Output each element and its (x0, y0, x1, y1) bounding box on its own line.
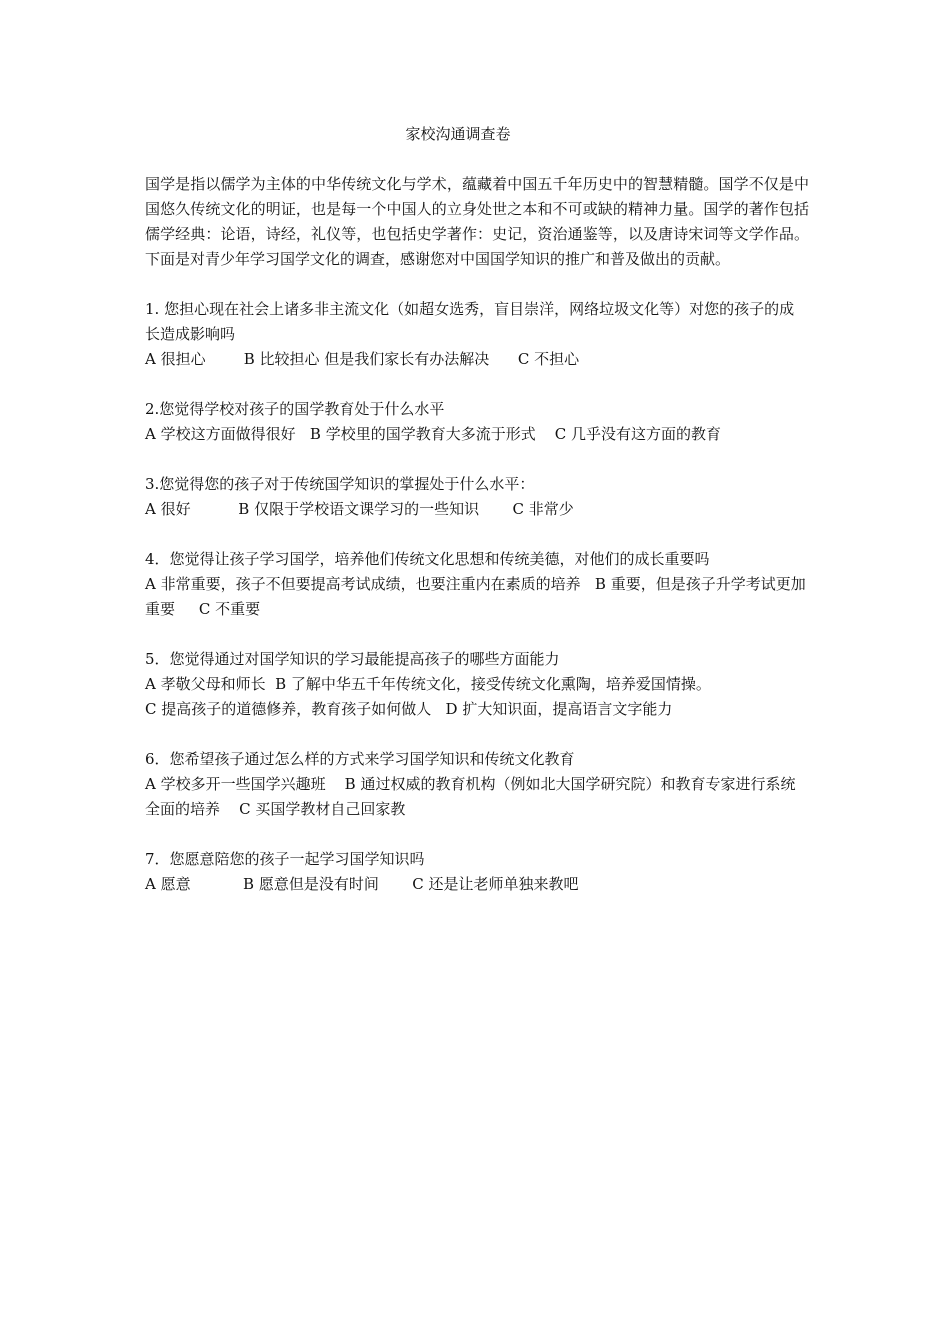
question-options: A 非常重要，孩子不但要提高考试成绩，也要注重内在素质的培养 B 重要，但是孩子升学考试更加重要 C 不重要 (145, 575, 806, 618)
question-options: A 很好 B 仅限于学校语文课学习的一些知识 C 非常少 (145, 500, 574, 518)
question-text: 5．您觉得通过对国学知识的学习最能提高孩子的哪些方面能力 (145, 650, 560, 668)
question-5 (145, 647, 809, 722)
question-1 (145, 297, 809, 372)
question-options: C 提高孩子的道德修养，教育孩子如何做人 D 扩大知识面，提高语言文字能力 (145, 700, 673, 718)
document-title: 家校沟通调查卷 (405, 125, 511, 143)
question-options: A 孝敬父母和师长 B 了解中华五千年传统文化，接受传统文化熏陶，培养爱国情操。 (145, 675, 711, 693)
question-text: 4．您觉得让孩子学习国学，培养他们传统文化思想和传统美德，对他们的成长重要吗 (145, 550, 710, 568)
question-3 (145, 472, 809, 522)
question-2 (145, 397, 809, 447)
question-options: A 学校多开一些国学兴趣班 B 通过权威的教育机构（例如北大国学研究院）和教育专家进行系统全面的培养 C 买国学教材自己回家教 (145, 775, 796, 818)
question-text: 7．您愿意陪您的孩子一起学习国学知识吗 (145, 850, 425, 868)
intro-paragraph: 国学是指以儒学为主体的中华传统文化与学术，蕴藏着中国五千年历史中的智慧精髓。国学不仅是中国悠久传统文化的明证，也是每一个中国人的立身处世之本和不可或缺的精神力量。国学的著作包括儒学经典：论语，诗经，礼仪等，也包括史学著作：史记，资治通鉴等，以及唐诗宋词等文学作品。下面是对青少年学习国学文化的调查，感谢您对中国国学知识的推广和普及做出的贡献。 (145, 175, 809, 268)
survey-document (145, 122, 809, 922)
question-7 (145, 847, 809, 897)
question-6 (145, 747, 809, 822)
question-text: 3.您觉得您的孩子对于传统国学知识的掌握处于什么水平： (145, 475, 535, 493)
question-text: 1. 您担心现在社会上诸多非主流文化（如超女选秀，盲目崇洋，网络垃圾文化等）对您的孩子的成长造成影响吗 (145, 300, 795, 343)
question-text: 2.您觉得学校对孩子的国学教育处于什么水平 (145, 400, 445, 418)
question-options: A 学校这方面做得很好 B 学校里的国学教育大多流于形式 C 几乎没有这方面的教育 (145, 425, 722, 443)
question-options: A 很担心 B 比较担心 但是我们家长有办法解决 C 不担心 (145, 350, 580, 368)
question-options: A 愿意 B 愿意但是没有时间 C 还是让老师单独来教吧 (145, 875, 579, 893)
question-text: 6．您希望孩子通过怎么样的方式来学习国学知识和传统文化教育 (145, 750, 575, 768)
question-4 (145, 547, 809, 622)
